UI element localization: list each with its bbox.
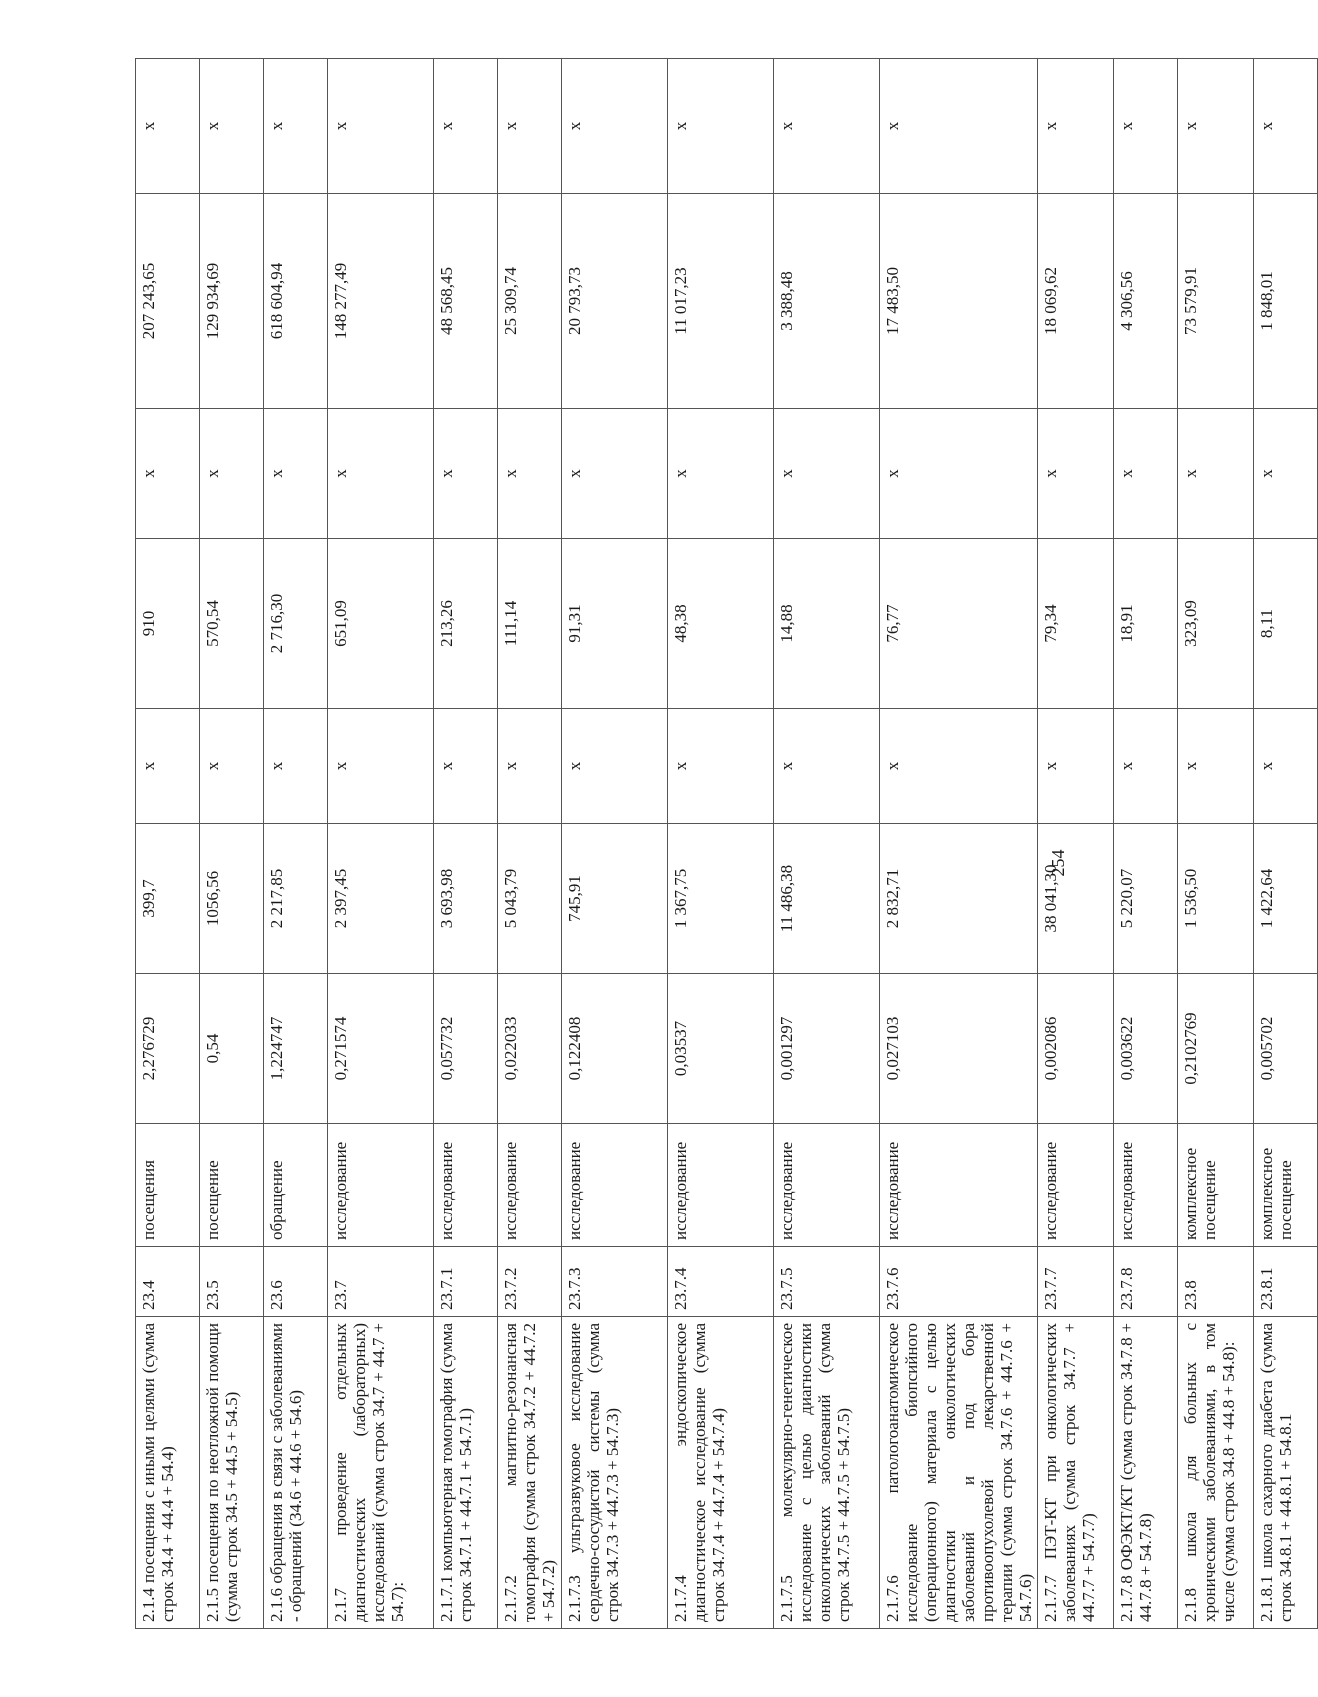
row-name-cell: 2.1.7 проведение отдельных диагностических (лабораторных) исследований (сумма строк 34.7 + 44.7 + 54.7):: [328, 1317, 434, 1629]
value-cell: 3 693,98: [434, 824, 498, 974]
table-body: [136, 59, 1318, 1629]
value-cell: х: [498, 409, 562, 539]
value-cell: 2,276729: [136, 974, 200, 1124]
unit-cell: исследование: [434, 1124, 498, 1247]
table-row: [1254, 59, 1318, 1629]
row-name-cell: 2.1.7.8 ОФЭКТ/КТ (сумма строк 34.7.8 + 44.7.8 + 54.7.8): [1114, 1317, 1178, 1629]
value-cell: 111,14: [498, 539, 562, 709]
value-cell: 18,91: [1114, 539, 1178, 709]
value-cell: 1056,56: [200, 824, 264, 974]
value-cell: 0,03537: [668, 974, 774, 1124]
row-number-cell: 23.7.7: [1038, 1247, 1114, 1317]
value-cell: х: [498, 709, 562, 824]
unit-cell: исследование: [1114, 1124, 1178, 1247]
value-cell: х: [668, 59, 774, 194]
table-row: [434, 59, 498, 1629]
row-name-cell: 2.1.7.1 компьютерная томография (сумма строк 34.7.1 + 44.7.1 + 54.7.1): [434, 1317, 498, 1629]
value-cell: х: [668, 709, 774, 824]
table-row: [880, 59, 1038, 1629]
value-cell: 651,09: [328, 539, 434, 709]
value-cell: 18 069,62: [1038, 194, 1114, 409]
value-cell: х: [328, 409, 434, 539]
value-cell: х: [200, 709, 264, 824]
value-cell: 1 422,64: [1254, 824, 1318, 974]
unit-cell: обращение: [264, 1124, 328, 1247]
value-cell: х: [1038, 59, 1114, 194]
value-cell: 2 716,30: [264, 539, 328, 709]
row-number-cell: 23.7.6: [880, 1247, 1038, 1317]
unit-cell: исследование: [328, 1124, 434, 1247]
value-cell: 2 397,45: [328, 824, 434, 974]
value-cell: 0,271574: [328, 974, 434, 1124]
value-cell: 73 579,91: [1178, 194, 1254, 409]
value-cell: 0,2102769: [1178, 974, 1254, 1124]
value-cell: х: [562, 709, 668, 824]
value-cell: 11 486,38: [774, 824, 880, 974]
value-cell: х: [434, 59, 498, 194]
value-cell: 0,122408: [562, 974, 668, 1124]
value-cell: 79,34: [1038, 539, 1114, 709]
value-cell: х: [1178, 59, 1254, 194]
value-cell: 38 041,30: [1038, 824, 1114, 974]
value-cell: х: [562, 409, 668, 539]
value-cell: 0,001297: [774, 974, 880, 1124]
unit-cell: исследование: [880, 1124, 1038, 1247]
value-cell: 910: [136, 539, 200, 709]
row-name-cell: 2.1.7.3 ультразвуковое исследование сердечно-сосудистой системы (сумма строк 34.7.3 + 44.7.3 + 54.7.3): [562, 1317, 668, 1629]
data-table: [135, 58, 1318, 1629]
unit-cell: исследование: [498, 1124, 562, 1247]
unit-cell: посещения: [136, 1124, 200, 1247]
table-row: [774, 59, 880, 1629]
unit-cell: исследование: [562, 1124, 668, 1247]
row-number-cell: 23.7: [328, 1247, 434, 1317]
value-cell: х: [1114, 409, 1178, 539]
value-cell: х: [562, 59, 668, 194]
value-cell: 17 483,50: [880, 194, 1038, 409]
row-number-cell: 23.7.5: [774, 1247, 880, 1317]
table-row: [498, 59, 562, 1629]
page-number: 254: [1048, 849, 1068, 877]
value-cell: 91,31: [562, 539, 668, 709]
row-name-cell: 2.1.7.4 эндоскопическое диагностическое исследование (сумма строк 34.7.4 + 44.7.4 + 54.7.4): [668, 1317, 774, 1629]
value-cell: 48 568,45: [434, 194, 498, 409]
row-name-cell: 2.1.6 обращения в связи с заболеваниями - обращений (34.6 + 44.6 + 54.6): [264, 1317, 328, 1629]
value-cell: х: [434, 709, 498, 824]
row-name-cell: 2.1.8.1 школа сахарного диабета (сумма строк 34.8.1 + 44.8.1 + 54.8.1: [1254, 1317, 1318, 1629]
value-cell: х: [1178, 709, 1254, 824]
value-cell: х: [136, 59, 200, 194]
value-cell: х: [880, 409, 1038, 539]
value-cell: 11 017,23: [668, 194, 774, 409]
row-name-cell: 2.1.7.6 патологоанатомическое исследование биопсийного (операционного) материала с целью диагностики онкологических заболеваний и под бора противоопухолевой лекарственной терапии (сумма строк 34.7.6 + 44.7.6 + 54.7.6): [880, 1317, 1038, 1629]
row-number-cell: 23.7.4: [668, 1247, 774, 1317]
unit-cell: исследование: [1038, 1124, 1114, 1247]
value-cell: х: [1254, 709, 1318, 824]
value-cell: х: [434, 409, 498, 539]
table-row: [264, 59, 328, 1629]
value-cell: 2 832,71: [880, 824, 1038, 974]
value-cell: х: [774, 59, 880, 194]
value-cell: 0,54: [200, 974, 264, 1124]
value-cell: 618 604,94: [264, 194, 328, 409]
value-cell: х: [1254, 59, 1318, 194]
value-cell: 207 243,65: [136, 194, 200, 409]
value-cell: 213,26: [434, 539, 498, 709]
value-cell: 0,022033: [498, 974, 562, 1124]
value-cell: х: [498, 59, 562, 194]
value-cell: 3 388,48: [774, 194, 880, 409]
value-cell: х: [328, 59, 434, 194]
row-name-cell: 2.1.5 посещения по неотложной помощи (сумма строк 34.5 + 44.5 + 54.5): [200, 1317, 264, 1629]
value-cell: 0,005702: [1254, 974, 1318, 1124]
row-number-cell: 23.4: [136, 1247, 200, 1317]
value-cell: 399,7: [136, 824, 200, 974]
value-cell: 1 367,75: [668, 824, 774, 974]
value-cell: 0,027103: [880, 974, 1038, 1124]
row-name-cell: 2.1.7.2 магнитно-резонансная томография (сумма строк 34.7.2 + 44.7.2 + 54.7.2): [498, 1317, 562, 1629]
row-number-cell: 23.7.1: [434, 1247, 498, 1317]
value-cell: 0,002086: [1038, 974, 1114, 1124]
value-cell: 570,54: [200, 539, 264, 709]
value-cell: 129 934,69: [200, 194, 264, 409]
value-cell: х: [264, 59, 328, 194]
row-number-cell: 23.8.1: [1254, 1247, 1318, 1317]
value-cell: х: [264, 409, 328, 539]
value-cell: 323,09: [1178, 539, 1254, 709]
value-cell: х: [136, 709, 200, 824]
value-cell: 4 306,56: [1114, 194, 1178, 409]
unit-cell: исследование: [774, 1124, 880, 1247]
value-cell: х: [200, 409, 264, 539]
value-cell: х: [264, 709, 328, 824]
unit-cell: посещение: [200, 1124, 264, 1247]
value-cell: х: [880, 59, 1038, 194]
value-cell: 1 848,01: [1254, 194, 1318, 409]
value-cell: 0,057732: [434, 974, 498, 1124]
value-cell: х: [1254, 409, 1318, 539]
row-name-cell: 2.1.7.5 молекулярно-генетическое исследование с целью диагностики онкологических заболеваний (сумма строк 34.7.5 + 44.7.5 + 54.7.5): [774, 1317, 880, 1629]
value-cell: х: [1178, 409, 1254, 539]
value-cell: 76,77: [880, 539, 1038, 709]
value-cell: 2 217,85: [264, 824, 328, 974]
value-cell: х: [200, 59, 264, 194]
table-row: [328, 59, 434, 1629]
value-cell: х: [880, 709, 1038, 824]
value-cell: 14,88: [774, 539, 880, 709]
row-number-cell: 23.7.2: [498, 1247, 562, 1317]
table-row: [668, 59, 774, 1629]
value-cell: 25 309,74: [498, 194, 562, 409]
row-number-cell: 23.7.3: [562, 1247, 668, 1317]
value-cell: х: [774, 409, 880, 539]
value-cell: 1 536,50: [1178, 824, 1254, 974]
value-cell: 1,224747: [264, 974, 328, 1124]
row-name-cell: 2.1.8 школа для больных с хроническими заболеваниями, в том числе (сумма строк 34.8 + 44.8 + 54.8):: [1178, 1317, 1254, 1629]
value-cell: 745,91: [562, 824, 668, 974]
value-cell: 8,11: [1254, 539, 1318, 709]
unit-cell: комплексное посещение: [1254, 1124, 1318, 1247]
unit-cell: комплексное посещение: [1178, 1124, 1254, 1247]
value-cell: х: [1114, 709, 1178, 824]
value-cell: х: [136, 409, 200, 539]
value-cell: х: [774, 709, 880, 824]
row-number-cell: 23.6: [264, 1247, 328, 1317]
value-cell: 5 220,07: [1114, 824, 1178, 974]
row-number-cell: 23.7.8: [1114, 1247, 1178, 1317]
row-name-cell: 2.1.7.7 ПЭТ-КТ при онкологических заболеваниях (сумма строк 34.7.7 + 44.7.7 + 54.7.7): [1038, 1317, 1114, 1629]
value-cell: х: [668, 409, 774, 539]
value-cell: 5 043,79: [498, 824, 562, 974]
table-row: [562, 59, 668, 1629]
value-cell: 148 277,49: [328, 194, 434, 409]
table-row: [1114, 59, 1178, 1629]
row-number-cell: 23.5: [200, 1247, 264, 1317]
value-cell: х: [1038, 709, 1114, 824]
value-cell: х: [328, 709, 434, 824]
value-cell: 20 793,73: [562, 194, 668, 409]
table-row: [1178, 59, 1254, 1629]
value-cell: х: [1114, 59, 1178, 194]
table-row: [200, 59, 264, 1629]
value-cell: 48,38: [668, 539, 774, 709]
table-row: [136, 59, 200, 1629]
value-cell: х: [1038, 409, 1114, 539]
row-number-cell: 23.8: [1178, 1247, 1254, 1317]
value-cell: 0,003622: [1114, 974, 1178, 1124]
row-name-cell: 2.1.4 посещения с иными целями (сумма строк 34.4 + 44.4 + 54.4): [136, 1317, 200, 1629]
unit-cell: исследование: [668, 1124, 774, 1247]
